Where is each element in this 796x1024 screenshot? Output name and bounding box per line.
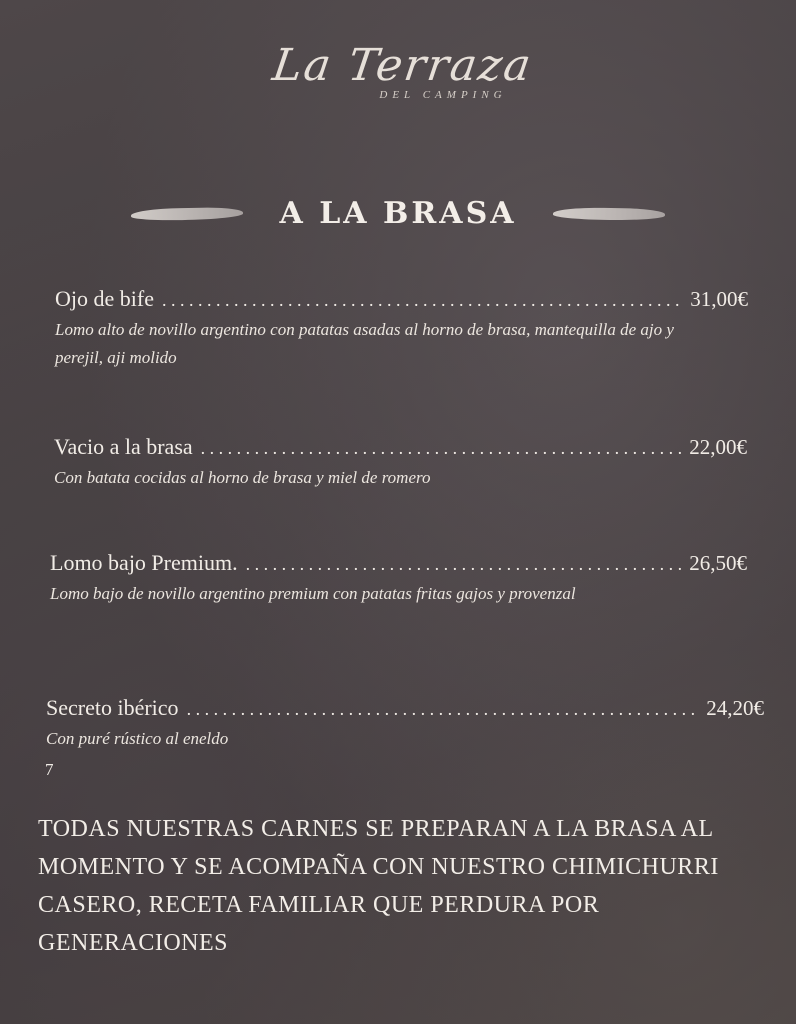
item-name: Secreto ibérico — [46, 695, 179, 720]
item-name: Lomo bajo Premium. — [50, 550, 238, 575]
section-header — [0, 196, 796, 231]
restaurant-logo — [0, 40, 796, 101]
item-description: Lomo bajo de novillo argentino premium con patatas fritas gajos y provenzal — [50, 584, 576, 603]
dot-leader — [162, 290, 682, 311]
item-name: Ojo de bife — [55, 286, 154, 311]
brush-flourish-left-icon — [131, 207, 243, 221]
menu-item — [54, 434, 747, 492]
item-price: 22,00€ — [689, 435, 747, 459]
item-description: Lomo alto de novillo argentino con patatas asadas al horno de brasa, mantequilla de ajo y perejil, aji molido — [55, 320, 674, 367]
footer-note: TODAS NUESTRAS CARNES SE PREPARAN A LA BRASA AL MOMENTO Y SE ACOMPAÑA CON NUESTRO CHIMICHURRI CASERO, RECETA FAMILIAR QUE PERDURA POR GENERACIONES — [38, 816, 719, 956]
item-name: Vacio a la brasa — [54, 434, 193, 459]
item-price: 24,20€ — [706, 696, 764, 720]
menu-item — [50, 550, 747, 608]
logo-script-text: La Terraza — [269, 40, 537, 91]
page-number: 7 — [45, 760, 54, 779]
menu-item — [55, 286, 748, 372]
dot-leader — [201, 438, 682, 459]
item-description: Con batata cocidas al horno de brasa y miel de romero — [54, 468, 431, 487]
dot-leader — [187, 699, 699, 720]
dot-leader — [246, 554, 682, 575]
item-price: 26,50€ — [689, 551, 747, 575]
brush-flourish-right-icon — [552, 207, 664, 221]
logo-subtitle: DEL CAMPING — [379, 89, 507, 101]
menu-item — [46, 695, 764, 753]
item-description: Con puré rústico al eneldo — [46, 729, 229, 748]
section-title: A LA BRASA — [279, 196, 517, 231]
item-price: 31,00€ — [690, 287, 748, 311]
